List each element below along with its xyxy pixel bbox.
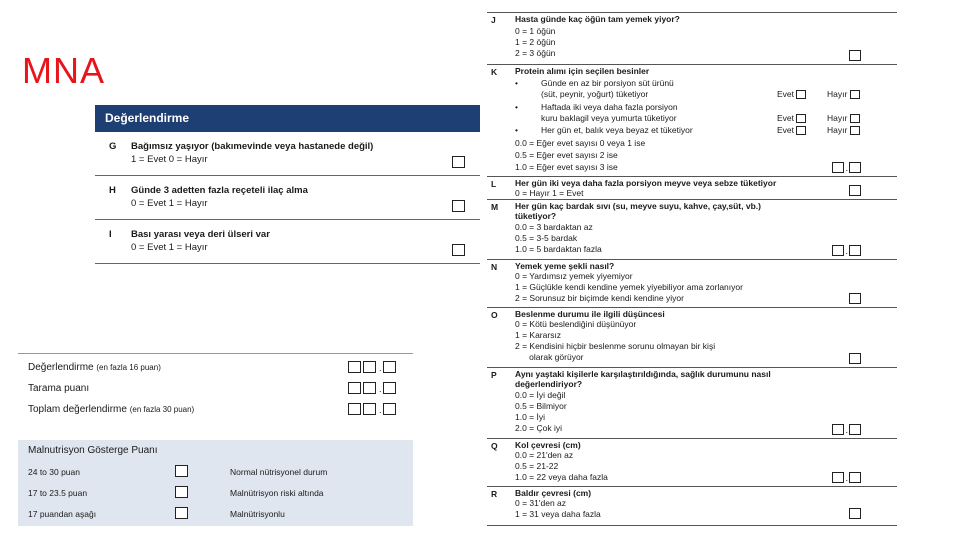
bullet-text: (süt, peynir, yoğurt) tüketiyor <box>541 89 649 99</box>
option-line: 1.0 = 22 veya daha fazla <box>515 472 608 482</box>
score-label: Değerlendirme <box>28 362 94 373</box>
question-text: Yemek yeme şekli nasıl? <box>515 261 615 271</box>
score-summary <box>18 353 413 417</box>
score-row-assessment <box>18 354 413 375</box>
option-line: 0.5 = 21-22 <box>515 461 559 471</box>
score-boxes: . <box>348 382 398 394</box>
malnutrition-range: 17 to 23.5 puan <box>28 488 88 498</box>
bullet-text: Her gün et, balık veya beyaz et tüketiyor <box>541 125 693 135</box>
score-label: Tarama puanı <box>28 383 90 394</box>
question-letter: Q <box>491 441 498 451</box>
question-text-continued: değerlendiriyor? <box>515 379 583 389</box>
score-digit-box[interactable] <box>363 403 376 415</box>
malnutrition-checkbox[interactable] <box>175 465 188 477</box>
yes-checkbox[interactable] <box>796 126 806 135</box>
no-checkbox[interactable] <box>850 114 860 123</box>
yes-label: Evet <box>777 89 795 99</box>
option-line: 1 = Güçlükle kendi kendine yemek yiyebiliyor ama zorlanıyor <box>515 282 743 292</box>
score-boxes: . <box>832 245 861 256</box>
question-letter: L <box>491 179 497 189</box>
bullet-icon: • <box>515 102 518 112</box>
bottom-rule <box>487 525 897 526</box>
question-options: 0 = Evet 1 = Hayır <box>131 198 208 209</box>
option-line: 0 = 1 öğün <box>515 26 556 36</box>
question-n <box>487 259 897 307</box>
option-line: 1 = 31 veya daha fazla <box>515 509 601 519</box>
score-row-screening <box>18 375 413 396</box>
question-letter: J <box>491 15 496 25</box>
bullet-text: Günde en az bir porsiyon süt ürünü <box>541 78 674 88</box>
malnutrition-row <box>18 505 413 523</box>
score-digit-box[interactable] <box>832 162 844 173</box>
score-digit-box[interactable] <box>832 424 844 435</box>
score-checkbox[interactable] <box>849 185 861 196</box>
score-decimal-box[interactable] <box>383 361 396 373</box>
score-digit-box[interactable] <box>832 245 844 256</box>
score-checkbox[interactable] <box>452 156 465 168</box>
no-option[interactable] <box>827 89 860 99</box>
score-checkbox[interactable] <box>849 508 861 519</box>
score-decimal-box[interactable] <box>849 472 861 483</box>
malnutrition-row <box>18 484 413 502</box>
question-m <box>487 199 897 259</box>
question-letter: R <box>491 489 498 499</box>
question-q <box>487 438 897 486</box>
score-boxes: . <box>348 361 398 373</box>
score-boxes <box>849 353 861 364</box>
malnutrition-status: Malnütrisyonlu <box>230 509 285 519</box>
score-boxes: . <box>348 403 398 415</box>
question-h <box>95 176 480 220</box>
bullet-text: kuru baklagil veya yumurta tüketiyor <box>541 113 677 123</box>
score-decimal-box[interactable] <box>383 382 396 394</box>
question-k <box>487 64 897 176</box>
option-line: 1 = 2 öğün <box>515 37 556 47</box>
question-letter: H <box>109 185 116 196</box>
malnutrition-checkbox[interactable] <box>175 507 188 519</box>
score-label: Toplam değerlendirme <box>28 404 127 415</box>
score-digit-box[interactable] <box>348 382 361 394</box>
question-text-continued: tüketiyor? <box>515 211 557 221</box>
question-letter: I <box>109 229 112 240</box>
malnutrition-range: 24 to 30 puan <box>28 467 80 477</box>
question-text: Kol çevresi (cm) <box>515 440 581 450</box>
question-letter: G <box>109 141 117 152</box>
malnutrition-indicator <box>18 440 413 526</box>
question-text: Aynı yaştaki kişilerle karşılaştırıldığında, sağlık durumunu nasıl <box>515 369 771 379</box>
score-digit-box[interactable] <box>832 472 844 483</box>
question-p <box>487 367 897 438</box>
question-letter: K <box>491 67 498 77</box>
option-line: 1.0 = İyi <box>515 412 546 422</box>
score-note: (en fazla 30 puan) <box>129 405 195 414</box>
question-text: Baldır çevresi (cm) <box>515 488 592 498</box>
no-label: Hayır <box>827 125 848 135</box>
question-g <box>95 132 480 176</box>
score-checkbox[interactable] <box>849 353 861 364</box>
question-text: Beslenme durumu ile ilgili düşüncesi <box>515 309 665 319</box>
yes-option[interactable] <box>777 125 806 135</box>
malnutrition-checkbox[interactable] <box>175 486 188 498</box>
score-boxes: . <box>832 424 861 435</box>
option-line: 1 = Kararsız <box>515 330 562 340</box>
option-line: 2 = Kendisini hiçbir beslenme sorunu olmayan bir kişi <box>515 341 716 351</box>
no-label: Hayır <box>827 113 848 123</box>
score-decimal-box[interactable] <box>849 162 861 173</box>
score-boxes <box>849 185 861 196</box>
option-line: 1.0 = 5 bardaktan fazla <box>515 244 602 254</box>
option-line: 0 = 31'den az <box>515 498 567 508</box>
no-checkbox[interactable] <box>850 126 860 135</box>
score-boxes <box>849 50 861 61</box>
question-text: Her gün kaç bardak sıvı (su, meyve suyu, kahve, çay,süt, vb.) <box>515 201 761 211</box>
option-line: 0.0 = 3 bardaktan az <box>515 222 593 232</box>
score-boxes: . <box>832 472 861 483</box>
score-digit-box[interactable] <box>348 403 361 415</box>
score-checkbox[interactable] <box>452 244 465 256</box>
score-decimal-box[interactable] <box>849 424 861 435</box>
score-note: (en fazla 16 puan) <box>96 363 161 372</box>
option-line: 0 = Yardımsız yemek yiyemiyor <box>515 271 633 281</box>
no-option[interactable] <box>827 125 860 135</box>
yes-label: Evet <box>777 113 795 123</box>
yes-option[interactable] <box>777 89 806 99</box>
bullet-icon: • <box>515 125 518 135</box>
option-line: 2.0 = Çok iyi <box>515 423 563 433</box>
option-line: 0 = Hayır 1 = Evet <box>515 188 584 198</box>
score-digit-box[interactable] <box>348 361 361 373</box>
assessment-header: Değerlendirme <box>95 105 480 132</box>
no-option[interactable] <box>827 113 860 123</box>
score-decimal-box[interactable] <box>383 403 396 415</box>
question-letter: O <box>491 310 498 320</box>
option-line: 0 = Kötü beslendiğini düşünüyor <box>515 319 637 329</box>
option-line: 0.5 = Bilmiyor <box>515 401 567 411</box>
malnutrition-status: Malnütrisyon riski altında <box>230 488 324 498</box>
yes-checkbox[interactable] <box>796 114 806 123</box>
score-checkbox[interactable] <box>849 293 861 304</box>
option-line: 1.0 = Eğer evet sayısı 3 ise <box>515 162 618 172</box>
no-checkbox[interactable] <box>850 90 860 99</box>
question-text: Bağımsız yaşıyor (bakımevinde veya hastanede değil) <box>131 141 374 152</box>
option-line: 0.0 = İyi değil <box>515 390 566 400</box>
yes-checkbox[interactable] <box>796 90 806 99</box>
score-boxes <box>849 508 861 519</box>
score-digit-box[interactable] <box>363 382 376 394</box>
question-letter: N <box>491 262 498 272</box>
option-line: 0.5 = Eğer evet sayısı 2 ise <box>515 150 618 160</box>
question-text: Bası yarası veya deri ülseri var <box>131 229 270 240</box>
malnutrition-status: Normal nütrisyonel durum <box>230 467 328 477</box>
no-label: Hayır <box>827 89 848 99</box>
option-line: 2 = Sorunsuz bir biçimde kendi kendine yiyor <box>515 293 684 303</box>
yes-label: Evet <box>777 125 795 135</box>
option-line: 0.5 = 3-5 bardak <box>515 233 578 243</box>
question-text: Günde 3 adetten fazla reçeteli ilaç alma <box>131 185 308 196</box>
question-o <box>487 307 897 367</box>
score-row-total <box>18 396 413 417</box>
bullet-icon: • <box>515 78 518 88</box>
question-text: Protein alımı için seçilen besinler <box>515 66 650 76</box>
question-l <box>487 176 897 199</box>
option-line: 2 = 3 öğün <box>515 48 556 58</box>
option-line: 0.0 = Eğer evet sayısı 0 veya 1 ise <box>515 138 646 148</box>
option-line: 0.0 = 21'den az <box>515 450 574 460</box>
assessment-panel <box>95 105 480 264</box>
option-line: olarak görüyor <box>515 352 584 362</box>
score-checkbox[interactable] <box>452 200 465 212</box>
slide-title: MNA <box>22 50 105 91</box>
score-checkbox[interactable] <box>849 50 861 61</box>
question-r <box>487 486 897 522</box>
question-text: Hasta günde kaç öğün tam yemek yiyor? <box>515 14 680 24</box>
question-i <box>95 220 480 264</box>
questions-panel <box>487 12 897 522</box>
malnutrition-range: 17 puandan aşağı <box>28 509 97 519</box>
score-boxes: . <box>832 162 861 173</box>
question-options: 1 = Evet 0 = Hayır <box>131 154 208 165</box>
question-j <box>487 12 897 64</box>
question-letter: M <box>491 202 499 212</box>
bullet-text: Haftada iki veya daha fazla porsiyon <box>541 102 678 112</box>
question-options: 0 = Evet 1 = Hayır <box>131 242 208 253</box>
question-letter: P <box>491 370 497 380</box>
malnutrition-title: Malnutrisyon Gösterge Puanı <box>28 445 158 456</box>
score-digit-box[interactable] <box>363 361 376 373</box>
question-text: Her gün iki veya daha fazla porsiyon meyve veya sebze tüketiyor <box>515 178 777 188</box>
malnutrition-row <box>18 463 413 481</box>
score-decimal-box[interactable] <box>849 245 861 256</box>
score-boxes <box>849 293 861 304</box>
yes-option[interactable] <box>777 113 806 123</box>
